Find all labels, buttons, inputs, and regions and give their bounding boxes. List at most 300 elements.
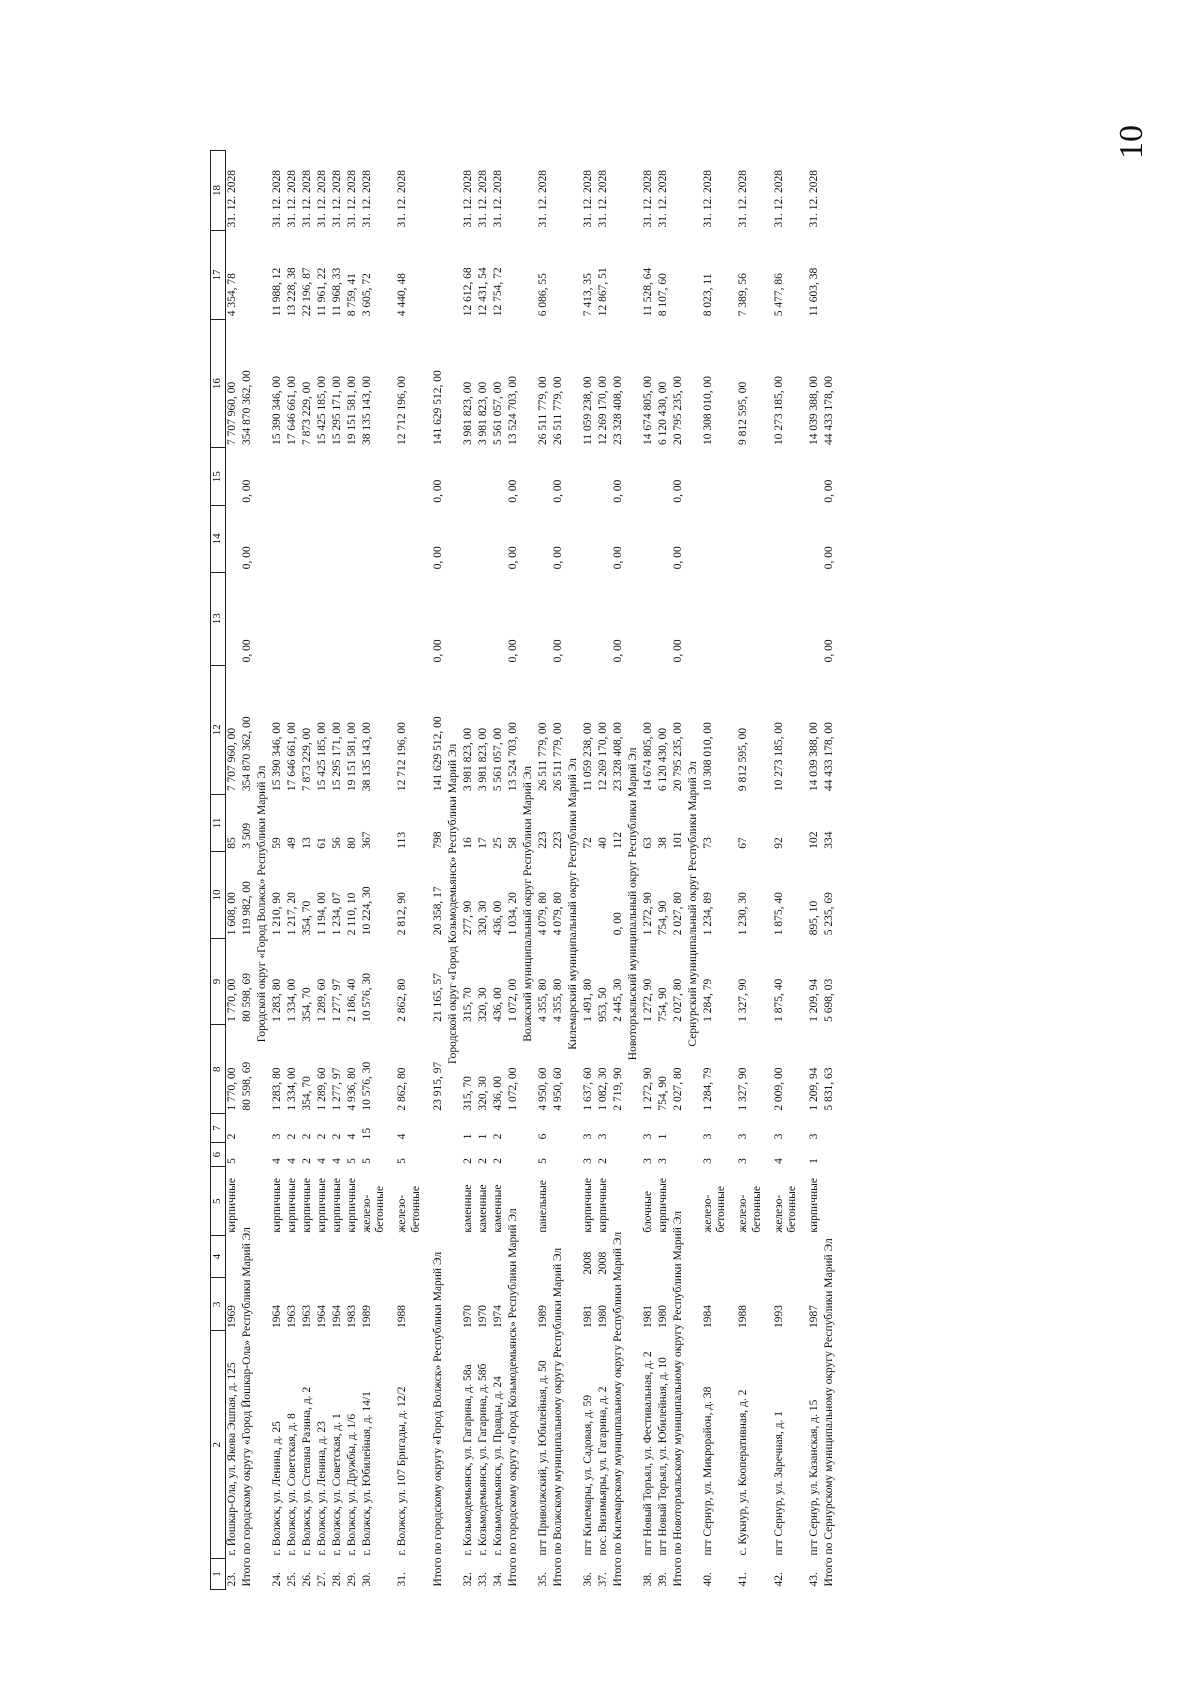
column-number-cell: 6 [211, 1142, 226, 1166]
table-cell: 1993 [772, 1305, 785, 1328]
table-cell [582, 506, 597, 573]
table-cell: 11 528, 64 [641, 267, 654, 317]
table-cell: 436, 00 [491, 1076, 504, 1111]
table-row [597, 151, 612, 1590]
table-row [226, 151, 242, 1590]
table-cell: 14 674 805, 00 [641, 375, 654, 445]
table-cell: 29. [346, 1572, 358, 1587]
table-cell: 1964 [331, 1305, 343, 1328]
table-cell: 1983 [346, 1305, 358, 1328]
table-row [642, 151, 657, 1590]
section-heading: Новоторъяльский муниципальный округ Республики Марий Эл [626, 747, 639, 1061]
empty-cell [823, 231, 838, 320]
total-cell: 798 [431, 831, 444, 849]
table-cell: 1 [808, 1158, 821, 1164]
table-row [301, 151, 316, 1590]
total-cell: 1 034, 20 [506, 892, 519, 936]
table-cell: 6 120 430, 00 [656, 381, 669, 445]
table-cell: железо-бетонные [701, 1186, 728, 1233]
table-cell [316, 572, 331, 665]
table-cell: 12 269 170, 00 [596, 722, 609, 792]
table-cell: 31. 12. 2028 [461, 170, 474, 228]
table-cell: г. Волжск, ул. Степана Разина, д. 2 [301, 1386, 313, 1556]
table-cell: 1987 [808, 1305, 821, 1328]
table-cell: 10 576, 30 [361, 1061, 373, 1111]
table-cell: 5 [226, 1158, 238, 1164]
table-cell: 315, 70 [461, 987, 474, 1022]
table-cell [808, 1236, 823, 1278]
section-heading-row [567, 151, 582, 1590]
table-cell: 1 209, 94 [808, 978, 821, 1022]
table-row [808, 151, 823, 1590]
table-cell: 367 [361, 831, 373, 849]
table-cell: 92 [772, 837, 785, 849]
column-number-cell: 2 [211, 1331, 226, 1558]
total-cell: 23 915, 97 [431, 1061, 444, 1111]
total-cell: 0, 00 [551, 546, 564, 570]
table-cell: 1 875, 40 [772, 892, 785, 936]
table-cell: 2 [476, 1158, 489, 1164]
total-label: Итого по городскому округу «Город Козьмодемьянск» Республики Марий Эл [506, 1208, 519, 1587]
table-cell: 1 [656, 1133, 669, 1140]
table-cell [396, 1236, 422, 1278]
table-cell: г. Волжск, ул. Ленина, д. 23 [316, 1421, 328, 1556]
table-cell: 10 308 010, 00 [701, 722, 714, 792]
table-cell [346, 572, 361, 665]
table-cell: 10 273 185, 00 [772, 722, 785, 792]
table-cell [702, 572, 728, 665]
table-cell: пгт Сернур, ул. Микрорайон, д. 38 [701, 1386, 714, 1556]
table-cell [537, 1236, 552, 1278]
table-cell: 3 [641, 1133, 654, 1140]
section-heading-row [256, 151, 271, 1590]
table-cell: 2 862, 80 [396, 978, 409, 1022]
table-cell: 16 [461, 837, 474, 849]
total-cell: 13 524 703, 00 [506, 375, 519, 445]
table-cell: 2 [301, 1158, 313, 1164]
table-cell: 14 039 388, 00 [808, 375, 821, 445]
table-cell: 85 [226, 837, 238, 849]
empty-cell [567, 1142, 582, 1589]
table-cell: 40 [596, 837, 609, 849]
total-cell: 0, 00 [551, 639, 564, 663]
table-cell: 1989 [361, 1305, 373, 1328]
total-row [552, 151, 567, 1590]
table-cell: 223 [536, 831, 549, 849]
total-cell: 80 598, 69 [241, 972, 253, 1022]
table-cell: пгт Сернур, ул. Заречная, д. 1 [772, 1410, 785, 1556]
table-cell: 36. [581, 1572, 594, 1587]
table-cell [361, 448, 387, 506]
table-cell: 1 [476, 1133, 489, 1140]
table-cell: 15 425 185, 00 [316, 375, 328, 445]
table-cell: 23. [226, 1572, 238, 1587]
total-cell: 0, 00 [241, 639, 253, 663]
table-cell: 1 637, 60 [581, 1067, 594, 1111]
column-number-cell: 9 [211, 938, 226, 1025]
table-cell [582, 572, 597, 665]
table-cell: 2 [286, 1133, 298, 1140]
total-cell: 3 509 [241, 822, 253, 849]
table-cell: 31. 12. 2028 [301, 170, 313, 228]
table-cell: 10 308 010, 00 [701, 375, 714, 445]
table-cell: 31. 12. 2028 [346, 170, 358, 228]
total-cell: 58 [506, 837, 519, 849]
table-cell [477, 572, 492, 665]
total-cell: 119 982, 00 [241, 881, 253, 936]
table-cell [642, 572, 657, 665]
column-number-cell: 14 [211, 506, 226, 573]
table-cell: 1984 [701, 1305, 714, 1328]
table-cell: 63 [641, 837, 654, 849]
table-cell [773, 572, 799, 665]
table-cell: 2 [491, 1133, 504, 1140]
empty-cell [256, 151, 271, 666]
table-cell [808, 448, 823, 506]
total-label: Итого по Новоторъяльскому муниципальному округу Республики Марий Эл [671, 1210, 684, 1587]
table-cell: 4 936, 80 [346, 1067, 358, 1111]
table-cell: 1970 [461, 1305, 474, 1328]
table-cell [346, 506, 361, 573]
table-cell: 2 [331, 1133, 343, 1140]
empty-cell [432, 231, 447, 320]
table-cell [331, 448, 346, 506]
table-cell: 19 151 581, 00 [346, 722, 358, 792]
table-cell: блочные [641, 1191, 654, 1233]
table-cell: 953, 50 [596, 987, 609, 1022]
table-cell: 1980 [596, 1305, 609, 1328]
empty-cell [627, 151, 642, 666]
total-cell: 2 445, 30 [611, 978, 624, 1022]
table-cell: 4 [772, 1158, 785, 1164]
table-row [316, 151, 331, 1590]
table-cell: пгт Приволжский, ул. Юбилейная, д. 50 [536, 1360, 549, 1556]
total-cell: 354 870 362, 00 [241, 716, 253, 792]
total-cell: 354 870 362, 00 [241, 370, 253, 445]
table-row [271, 151, 286, 1590]
total-cell: 0, 00 [431, 639, 444, 663]
table-cell [702, 448, 728, 506]
table-cell: кирпичные [286, 1178, 298, 1233]
table-cell: 12 431, 54 [476, 267, 489, 317]
table-cell: г. Козьмодемьянск, ул. Гагарина, д. 58б [476, 1363, 489, 1556]
total-cell: 112 [611, 831, 624, 849]
table-cell: 1 283, 80 [271, 978, 283, 1022]
spacer-row [764, 151, 773, 1590]
total-cell: 0, 00 [506, 546, 519, 570]
column-number-cell: 4 [211, 1236, 226, 1278]
table-cell: 113 [396, 831, 409, 849]
table-cell [492, 1236, 507, 1278]
table-cell [642, 448, 657, 506]
table-cell [702, 1236, 728, 1278]
table-cell: 4 [316, 1158, 328, 1164]
table-cell: 31. 12. 2028 [271, 170, 283, 228]
table-cell: 4 [271, 1158, 283, 1164]
table-cell [462, 506, 477, 573]
table-cell [492, 448, 507, 506]
table-cell: 1 491, 80 [581, 978, 594, 1022]
table-row [737, 151, 763, 1590]
table-cell: 9 812 595, 00 [737, 381, 750, 445]
table-cell: 3 605, 72 [361, 273, 373, 317]
table-row [396, 151, 422, 1590]
table-cell: 5 [536, 1158, 549, 1164]
table-cell [271, 448, 286, 506]
section-heading: Городской округ «Город Волжск» Республики Марий Эл [256, 765, 268, 1043]
table-cell: 33. [476, 1572, 489, 1587]
table-cell: 1 334, 00 [286, 978, 298, 1022]
table-cell: 49 [286, 837, 298, 849]
table-cell: 2 [596, 1158, 609, 1164]
table-cell: 38. [641, 1572, 654, 1587]
table-cell: 3 [772, 1133, 785, 1140]
empty-cell [507, 151, 522, 231]
table-cell: 1 217, 20 [286, 892, 298, 936]
empty-cell [612, 231, 627, 320]
table-cell [582, 852, 597, 939]
section-heading: Сернурский муниципальный округ Республики Марий Эл [686, 761, 699, 1047]
table-cell: 1974 [491, 1305, 504, 1328]
table-cell: 15 295 171, 00 [331, 375, 343, 445]
table-cell [737, 448, 763, 506]
table-cell: 4 950, 60 [536, 1067, 549, 1111]
total-cell: 0, 00 [671, 546, 684, 570]
table-cell: 15 390 346, 00 [271, 722, 283, 792]
table-cell: 67 [737, 837, 750, 849]
total-cell: 0, 00 [823, 639, 836, 663]
total-cell: 20 358, 17 [431, 886, 444, 936]
table-cell [301, 1236, 316, 1278]
table-cell: 3 [581, 1133, 594, 1140]
table-cell: 4 [286, 1158, 298, 1164]
column-number-cell: 1 [211, 1558, 226, 1589]
total-cell: 0, 00 [506, 639, 519, 663]
table-cell: 7 707 960, 00 [226, 727, 238, 792]
empty-cell [764, 151, 773, 1590]
table-cell: 4 [331, 1158, 343, 1164]
empty-cell [423, 151, 432, 1590]
table-cell: 31. 12. 2028 [641, 170, 654, 228]
table-row [537, 151, 552, 1590]
table-cell: г. Йошкар-Ола, ул. Якова Эшпая, д. 125 [226, 1362, 238, 1556]
table-cell: 7 707 960, 00 [226, 381, 238, 445]
table-cell: 14 039 388, 00 [808, 722, 821, 792]
table-cell: пос. Визимьяры, ул. Гагарина, д. 2 [596, 1386, 609, 1556]
table-cell: 1964 [316, 1305, 328, 1328]
table-cell: 3 [656, 1158, 669, 1164]
table-cell: 1 234, 07 [331, 892, 343, 936]
table-cell: 31. 12. 2028 [596, 170, 609, 228]
total-cell: 2 027, 80 [671, 978, 684, 1022]
table-cell [346, 1236, 361, 1278]
total-cell: 13 524 703, 00 [506, 722, 519, 792]
table-cell: железо-бетонные [737, 1186, 763, 1233]
table-cell [492, 506, 507, 573]
table-cell: железо-бетонные [396, 1186, 422, 1233]
table-cell [271, 572, 286, 665]
table-cell: 2 186, 40 [346, 978, 358, 1022]
table-cell: 1981 [641, 1305, 654, 1328]
table-cell: 3 981 823, 00 [476, 727, 489, 792]
table-cell: 895, 10 [808, 900, 821, 936]
table-cell [316, 506, 331, 573]
table-cell: 59 [271, 837, 283, 849]
table-cell [286, 448, 301, 506]
total-row [612, 151, 627, 1590]
table-cell: 31. 12. 2028 [226, 170, 238, 228]
empty-cell [522, 151, 537, 666]
table-cell: 4 355, 80 [536, 978, 549, 1022]
table-cell: 3 [737, 1158, 750, 1164]
table-cell: 3 981 823, 00 [461, 727, 474, 792]
total-cell: 4 079, 80 [551, 892, 564, 936]
table-cell [361, 1236, 387, 1278]
table-cell: 1 284, 79 [701, 978, 714, 1022]
table-cell: 1 230, 30 [737, 892, 750, 936]
table-cell: кирпичные [226, 1178, 238, 1233]
table-cell: 12 754, 72 [491, 267, 504, 317]
section-heading: Волжский муниципальный округ Республики Марий Эл [521, 765, 534, 1042]
empty-cell [687, 1142, 702, 1589]
table-cell: 15 [361, 1127, 373, 1140]
table-cell [396, 572, 422, 665]
table-cell: 2 [316, 1133, 328, 1140]
total-cell: 2 027, 80 [671, 1067, 684, 1111]
table-cell: 1 272, 90 [641, 1067, 654, 1111]
total-cell: 0, 00 [611, 546, 624, 570]
table-cell [773, 1236, 799, 1278]
table-cell: г. Волжск, ул. Ленина, д. 25 [271, 1421, 283, 1556]
table-cell: 436, 00 [491, 900, 504, 936]
table-cell: 3 981 823, 00 [476, 381, 489, 445]
total-cell: 1 072, 00 [506, 978, 519, 1022]
table-cell: 754, 90 [656, 900, 669, 936]
table-row [773, 151, 799, 1590]
table-cell: 1 608, 00 [226, 892, 238, 936]
table-cell: 31. 12. 2028 [286, 170, 298, 228]
column-number-cell: 11 [211, 794, 226, 852]
total-cell: 1 072, 00 [506, 1067, 519, 1111]
total-label: Итого по городскому округу «Город Волжск» Республики Марий Эл [431, 1251, 444, 1587]
table-cell: 5 [346, 1158, 358, 1164]
table-cell: 31. 12. 2028 [656, 170, 669, 228]
empty-cell [447, 1142, 462, 1589]
table-cell: 1988 [737, 1305, 750, 1328]
column-number-cell: 10 [211, 852, 226, 939]
total-cell: 0, 00 [823, 546, 836, 570]
table-cell: 1 875, 40 [772, 978, 785, 1022]
empty-cell [612, 151, 627, 231]
table-cell [286, 572, 301, 665]
table-cell: 3 [701, 1158, 714, 1164]
total-cell: 141 629 512, 00 [431, 370, 444, 445]
column-number-cell: 16 [211, 319, 226, 448]
table-cell: 3 [596, 1133, 609, 1140]
total-cell: 4 355, 80 [551, 978, 564, 1022]
table-cell: 31. 12. 2028 [491, 170, 504, 228]
table-cell: 4 [346, 1133, 358, 1140]
table-cell [286, 1236, 301, 1278]
table-cell [346, 448, 361, 506]
table-cell: 31. [396, 1572, 409, 1587]
table-cell: железо-бетонные [361, 1186, 387, 1233]
table-cell: 43. [808, 1572, 821, 1587]
table-cell: 5 477, 86 [772, 273, 785, 317]
table-cell: 15 425 185, 00 [316, 722, 328, 792]
table-cell: 56 [331, 837, 343, 849]
table-cell [226, 506, 242, 573]
table-cell: 12 612, 68 [461, 267, 474, 317]
total-label: Итого по городскому округу «Город Йошкар-Ола» Республики Марий Эл [241, 1227, 253, 1587]
table-cell: 320, 30 [476, 1076, 489, 1111]
table-cell: 5 561 057, 00 [491, 727, 504, 792]
table-cell [537, 572, 552, 665]
table-cell [396, 506, 422, 573]
table-cell: 2 812, 90 [396, 892, 409, 936]
table-cell: 2 [491, 1158, 504, 1164]
table-cell: г. Волжск, ул. Юбилейная, д. 14/1 [361, 1391, 373, 1556]
table-cell: 34. [491, 1572, 504, 1587]
table-cell: 72 [581, 837, 594, 849]
table-cell: 61 [316, 837, 328, 849]
table-cell: 1969 [226, 1305, 238, 1328]
table-row [346, 151, 361, 1590]
table-cell [286, 506, 301, 573]
total-cell: 0, 00 [241, 546, 253, 570]
table-cell: 14 674 805, 00 [641, 722, 654, 792]
table-row [702, 151, 728, 1590]
total-cell: 0, 00 [611, 639, 624, 663]
page-number: 10 [1113, 125, 1150, 159]
section-heading-row [687, 151, 702, 1590]
table-cell: 31. 12. 2028 [396, 170, 409, 228]
total-cell: 0, 00 [551, 479, 564, 503]
table-cell: 38 135 143, 00 [361, 722, 373, 792]
total-cell: 21 165, 57 [431, 972, 444, 1022]
table-cell: железо-бетонные [772, 1186, 798, 1233]
total-cell: 23 328 408, 00 [611, 722, 624, 792]
table-cell: г. Волжск, ул. Советская, д. 8 [286, 1413, 298, 1556]
table-cell: 1 194, 00 [316, 892, 328, 936]
table-cell: 17 646 661, 00 [286, 722, 298, 792]
table-cell: 42. [772, 1572, 785, 1587]
table-cell: 24. [271, 1572, 283, 1587]
table-cell: 30. [361, 1572, 373, 1587]
table-cell: панельные [536, 1180, 549, 1233]
empty-cell [552, 231, 567, 320]
table-cell: 3 981 823, 00 [461, 381, 474, 445]
table-cell: 31. 12. 2028 [701, 170, 714, 228]
table-cell: 8 759, 41 [346, 273, 358, 317]
table-cell: 7 389, 56 [737, 273, 750, 317]
table-cell: 3 [581, 1158, 594, 1164]
total-cell: 80 598, 69 [241, 1061, 253, 1111]
table-cell: 31. 12. 2028 [361, 170, 373, 228]
table-cell: 80 [346, 837, 358, 849]
total-cell: 26 511 779, 00 [551, 376, 564, 445]
empty-cell [799, 151, 808, 1590]
table-cell: 41. [737, 1572, 750, 1587]
table-cell: 3 [641, 1158, 654, 1164]
table-cell: 1989 [536, 1305, 549, 1328]
empty-cell [672, 151, 687, 231]
total-cell: 26 511 779, 00 [551, 722, 564, 792]
spacer-row [387, 151, 396, 1590]
table-body [226, 151, 839, 1590]
table-cell: кирпичные [271, 1178, 283, 1233]
spacer-row [728, 151, 737, 1590]
